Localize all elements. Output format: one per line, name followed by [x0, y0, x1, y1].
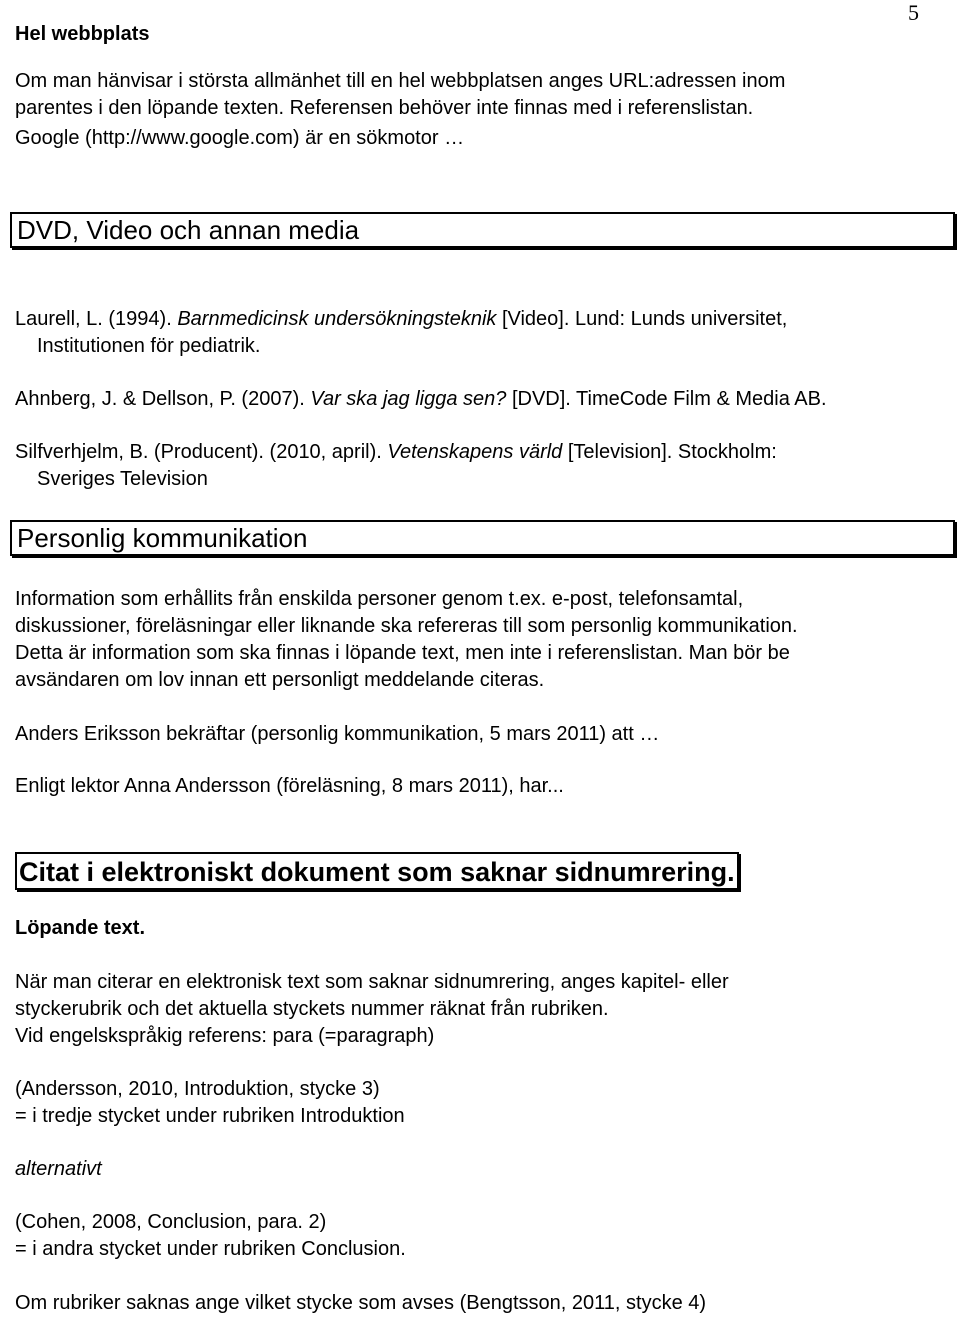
reference-continuation: Institutionen för pediatrik.: [37, 335, 261, 357]
personal-paragraph: [15, 586, 935, 694]
reference-title: Vetenskapens värld: [387, 441, 563, 463]
reference-text: Silfverhjelm, B. (Producent). (2010, april).: [15, 441, 388, 463]
electronic-alternative: [15, 1156, 935, 1183]
electronic-last-line: Om rubriker saknas ange vilket stycke som avses (Bengtsson, 2011, stycke 4): [15, 1292, 707, 1314]
media-reference-silfverhjelm: [15, 439, 935, 493]
reference-text: Laurell, L. (1994).: [15, 308, 178, 330]
text-line: När man citerar en elektronisk text som saknar sidnumrering, anges kapitel- eller: [15, 971, 729, 993]
electronic-paragraph: [15, 969, 935, 1050]
text-line: diskussioner, föreläsningar eller liknande ska refereras till som personlig kommunikation.: [15, 615, 798, 637]
text-line: styckerubrik och det aktuella styckets nummer räknat från rubriken.: [15, 998, 609, 1020]
reference-title: Var ska jag ligga sen?: [310, 388, 507, 410]
alternative-label: alternativt: [15, 1158, 102, 1180]
electronic-example-1: [15, 1076, 935, 1130]
media-section-heading: DVD, Video och annan media: [10, 212, 955, 248]
text-line: Information som erhållits från enskilda personer genom t.ex. e-post, telefonsamtal,: [15, 588, 744, 610]
electronic-subheading: Löpande text.: [15, 917, 146, 939]
personal-example-1: Anders Eriksson bekräftar (personlig kommunikation, 5 mars 2011) att …: [15, 723, 660, 745]
website-heading: Hel webbplats: [15, 23, 150, 45]
reference-text: [DVD]. TimeCode Film & Media AB.: [506, 388, 827, 410]
media-reference-laurell: [15, 306, 935, 360]
reference-continuation: Sveriges Television: [37, 468, 208, 490]
text-line: Vid engelskspråkig referens: para (=paragraph): [15, 1025, 435, 1047]
reference-text: [Video]. Lund: Lunds universitet,: [496, 308, 788, 330]
text-line: Detta är information som ska finnas i löpande text, men inte i referenslistan. Man bör be: [15, 642, 790, 664]
text-line: parentes i den löpande texten. Referensen behöver inte finnas med i referenslistan.: [15, 97, 754, 119]
text-line: = i tredje stycket under rubriken Introduktion: [15, 1105, 405, 1127]
electronic-example-2: [15, 1209, 935, 1263]
electronic-section-heading: Citat i elektroniskt dokument som saknar sidnumrering.: [15, 852, 739, 890]
text-line: (Andersson, 2010, Introduktion, stycke 3): [15, 1078, 380, 1100]
website-paragraph: [15, 68, 935, 152]
personal-example-2: Enligt lektor Anna Andersson (föreläsning, 8 mars 2011), har...: [15, 775, 564, 797]
reference-title: Barnmedicinsk undersökningsteknik: [177, 308, 497, 330]
text-line: avsändaren om lov innan ett personligt meddelande citeras.: [15, 669, 545, 691]
text-line: Om man hänvisar i största allmänhet till en hel webbplatsen anges URL:adressen inom: [15, 70, 786, 92]
media-reference-ahnberg: [15, 386, 935, 413]
reference-text: Ahnberg, J. & Dellson, P. (2007).: [15, 388, 311, 410]
text-line: = i andra stycket under rubriken Conclusion.: [15, 1238, 406, 1260]
text-line: Google (http://www.google.com) är en sökmotor …: [15, 127, 465, 149]
page-number: 5: [908, 0, 919, 25]
reference-text: [Television]. Stockholm:: [562, 441, 777, 463]
personal-section-heading: Personlig kommunikation: [10, 520, 955, 556]
text-line: (Cohen, 2008, Conclusion, para. 2): [15, 1211, 327, 1233]
